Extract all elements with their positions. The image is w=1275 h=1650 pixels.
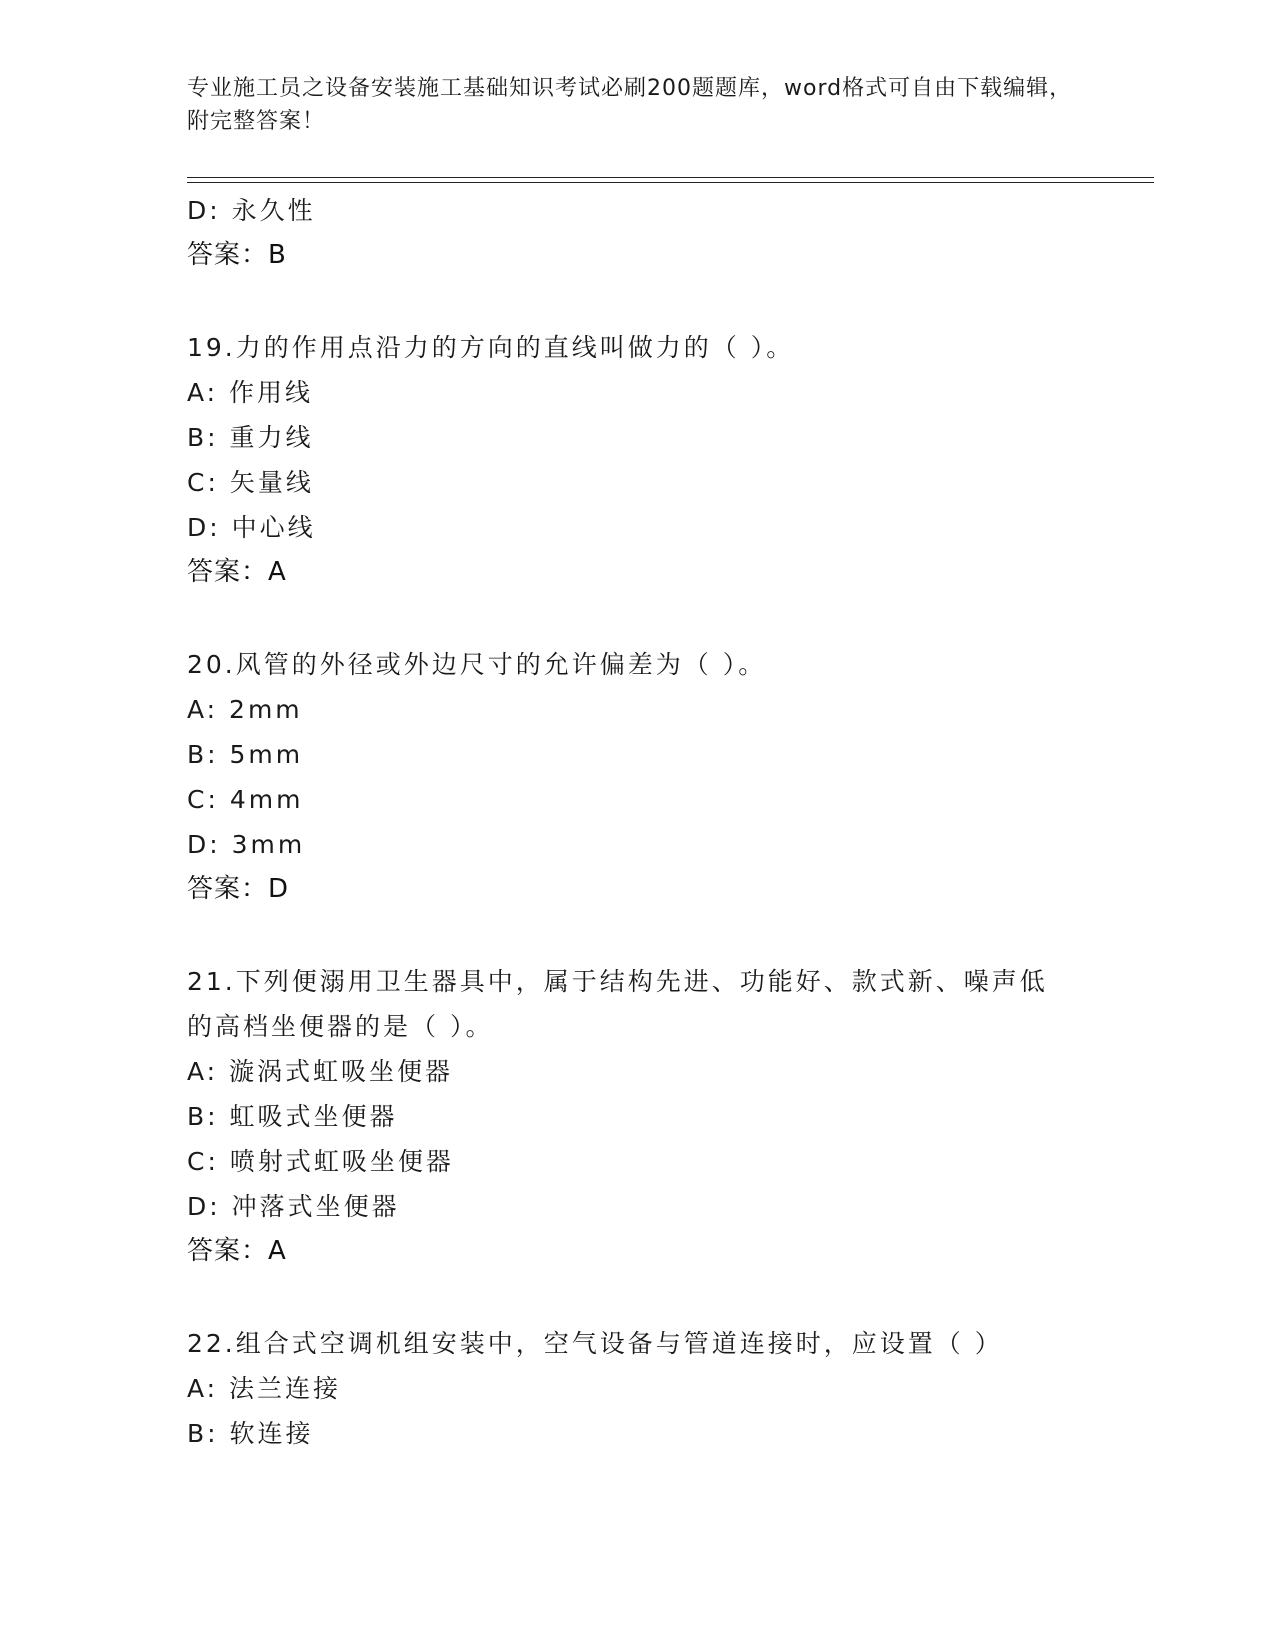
option-d: D: 永久性 [187, 196, 316, 225]
question-text-line-1: 21.下列便溺用卫生器具中，属于结构先进、功能好、款式新、噪声低 [187, 967, 1048, 996]
option-b: B: 软连接 [187, 1419, 314, 1448]
question-text: 22.组合式空调机组安装中，空气设备与管道连接时，应设置（ ） [187, 1329, 1003, 1358]
spacer [187, 1274, 1154, 1321]
option-d: D: 冲落式坐便器 [187, 1192, 400, 1221]
header-divider-top [187, 177, 1154, 178]
option-b: B: 重力线 [187, 423, 314, 452]
option-b: B: 虹吸式坐便器 [187, 1102, 398, 1131]
question-text: 20.风管的外径或外边尺寸的允许偏差为（ ）。 [187, 650, 767, 679]
spacer [187, 278, 1154, 325]
spacer [187, 595, 1154, 642]
option-c: C: 喷射式虹吸坐便器 [187, 1147, 454, 1176]
question-20 [187, 642, 1154, 912]
answer-label: 答案：B [187, 240, 287, 270]
option-a: A: 作用线 [187, 378, 314, 407]
option-b: B: 5mm [187, 740, 304, 769]
option-d: D: 中心线 [187, 513, 316, 542]
answer-label: 答案：A [187, 1236, 287, 1266]
option-c: C: 矢量线 [187, 468, 314, 497]
option-a: A: 法兰连接 [187, 1374, 342, 1403]
question-21 [187, 959, 1154, 1274]
option-d: D: 3mm [187, 830, 306, 859]
option-c: C: 4mm [187, 785, 304, 814]
question-text-line-2: 的高档坐便器的是（ ）。 [187, 1012, 494, 1041]
question-18-tail [187, 188, 1154, 278]
option-a: A: 漩涡式虹吸坐便器 [187, 1057, 454, 1086]
question-22 [187, 1321, 1154, 1456]
answer-label: 答案：D [187, 874, 290, 904]
document-header-title: 专业施工员之设备安装施工基础知识考试必刷200题题库，word格式可自由下载编辑，附完整答案！ [187, 76, 1073, 134]
question-list [187, 188, 1154, 1456]
spacer [187, 912, 1154, 959]
question-19 [187, 325, 1154, 595]
question-text: 19.力的作用点沿力的方向的直线叫做力的（ ）。 [187, 333, 795, 362]
answer-label: 答案：A [187, 557, 287, 587]
option-a: A: 2mm [187, 695, 303, 724]
header-divider-bottom [187, 182, 1154, 183]
